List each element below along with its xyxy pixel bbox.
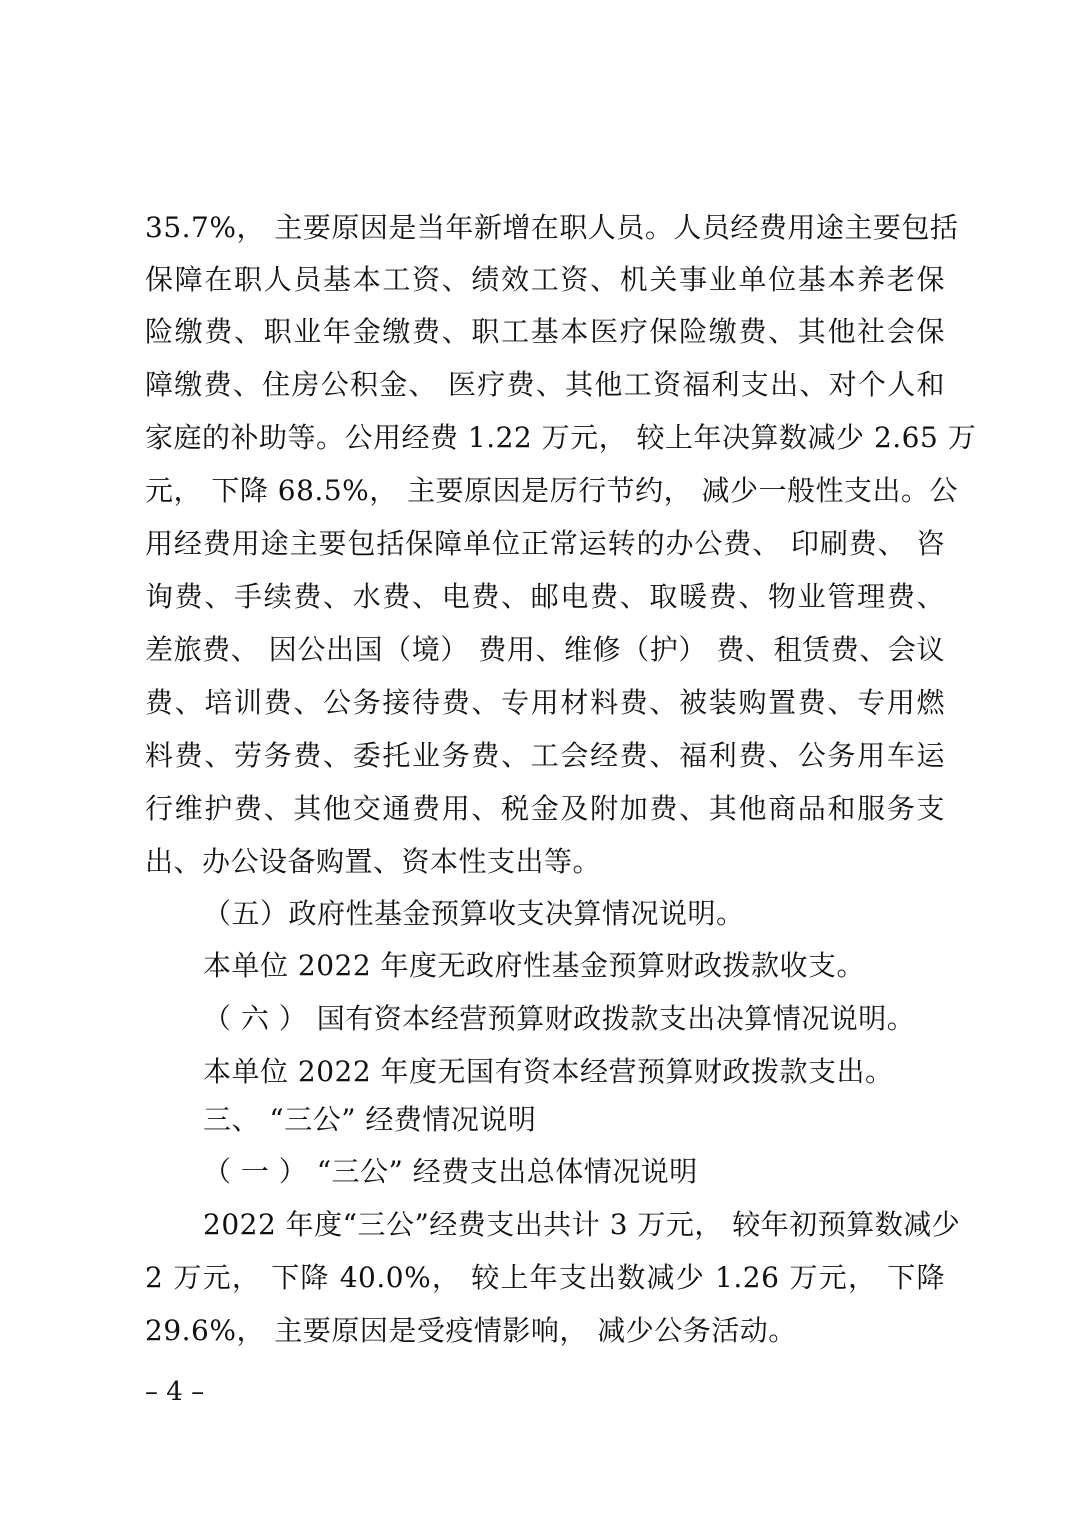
paragraph-line: 29.6%， 主要原因是受疫情影响， 减少公务活动。 bbox=[145, 1314, 797, 1347]
paragraph-line: 差旅费、 因公出国（境） 费用、维修（护） 费、租赁费、会议 bbox=[145, 633, 945, 666]
paragraph-line: 35.7%， 主要原因是当年新增在职人员。人员经费用途主要包括 bbox=[145, 211, 959, 244]
paragraph-line: 用经费用途主要包括保障单位正常运转的办公费、 印刷费、 咨 bbox=[145, 527, 945, 560]
section-six-body: 本单位 2022 年度无国有资本经营预算财政拨款支出。 bbox=[203, 1055, 894, 1088]
section-five-heading: （五）政府性基金预算收支决算情况说明。 bbox=[203, 897, 745, 930]
paragraph-line: 行维护费、其他交通费用、税金及附加费、其他商品和服务支 bbox=[145, 792, 945, 825]
paragraph-line: 费、培训费、公务接待费、专用材料费、被装购置费、专用燃 bbox=[145, 686, 945, 719]
section-five-body: 本单位 2022 年度无政府性基金预算财政拨款收支。 bbox=[203, 949, 866, 982]
page-number: – 4 – bbox=[145, 1377, 205, 1407]
paragraph-line: 元， 下降 68.5%， 主要原因是厉行节约， 减少一般性支出。公 bbox=[145, 474, 959, 507]
paragraph-line: 2022 年度“三公”经费支出共计 3 万元， 较年初预算数减少 bbox=[203, 1208, 961, 1241]
paragraph-line: 料费、劳务费、委托业务费、工会经费、福利费、公务用车运 bbox=[145, 739, 945, 772]
paragraph-line: 家庭的补助等。公用经费 1.22 万元， 较上年决算数减少 2.65 万 bbox=[145, 421, 977, 454]
paragraph-line: 保障在职人员基本工资、绩效工资、机关事业单位基本养老保 bbox=[145, 263, 945, 296]
paragraph-line: 障缴费、住房公积金、 医疗费、其他工资福利支出、对个人和 bbox=[145, 368, 945, 401]
section-six-heading: （ 六 ） 国有资本经营预算财政拨款支出决算情况说明。 bbox=[203, 1002, 916, 1035]
part-three-sub-one-heading: （ 一 ） “三公” 经费支出总体情况说明 bbox=[203, 1155, 698, 1188]
part-three-heading: 三、 “三公” 经费情况说明 bbox=[203, 1103, 537, 1136]
paragraph-line: 出、办公设备购置、资本性支出等。 bbox=[145, 845, 602, 878]
paragraph-line: 2 万元， 下降 40.0%， 较上年支出数减少 1.26 万元， 下降 bbox=[145, 1261, 945, 1294]
paragraph-line: 险缴费、职业年金缴费、职工基本医疗保险缴费、其他社会保 bbox=[145, 315, 945, 348]
paragraph-line: 询费、手续费、水费、电费、邮电费、取暖费、物业管理费、 bbox=[145, 580, 945, 613]
